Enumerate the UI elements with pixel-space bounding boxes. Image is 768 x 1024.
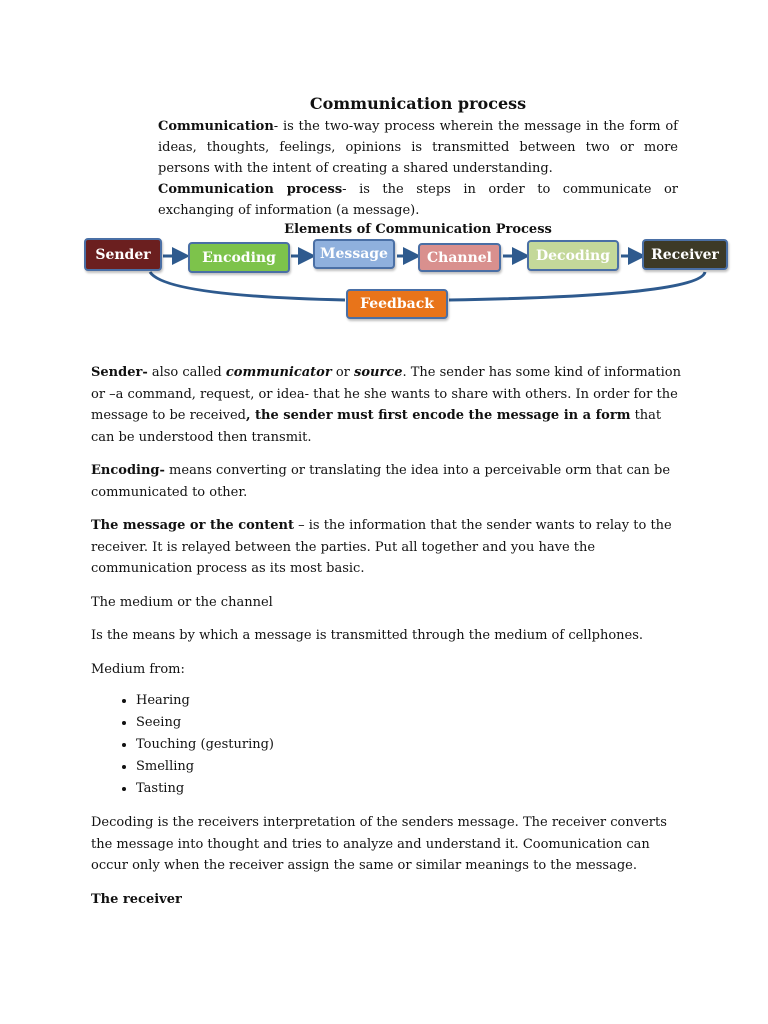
medium-paragraph: Is the means by which a message is transmitted through the medium of cellphones. (91, 628, 644, 643)
receiver-heading-text: The receiver (91, 891, 182, 907)
sender-emphasis-communicator: communicator (225, 365, 332, 380)
medium-from-label: Medium from: (91, 661, 185, 677)
list-item: • Smelling (136, 756, 681, 778)
message-term: The message or the content (91, 518, 294, 533)
communication-term: Communication (158, 119, 274, 134)
sender-text-3: . The sender has some kind of information or –a command, request, or idea- that he she wants to share with others. In order for the message to be received (91, 365, 681, 423)
decoding-paragraph: Decoding is the receivers interpretation of the senders message. The receiver converts the message into thought and tries to analyze and understand it. Coomunication can occur only when the receiver assign the same or similar meanings to the message. (91, 815, 667, 873)
sender-emphasis-source: source (354, 365, 403, 380)
encoding-text: means converting or translating the idea into a perceivable orm that can be communicated to other. (91, 463, 671, 500)
feedback-node: Feedback (346, 289, 448, 319)
list-item: • Tasting (136, 778, 681, 800)
sender-bold-phrase: , the sender must first encode the message in a form (246, 408, 631, 423)
decoding-node: Decoding (527, 240, 619, 271)
list-item: • Hearing (136, 690, 681, 712)
list-item: • Touching (gesturing) (136, 734, 681, 756)
sender-paragraph (91, 362, 681, 448)
page-title: Communication process (309, 94, 527, 113)
communication-process-term: Communication process (158, 182, 343, 197)
intro-section (158, 116, 678, 221)
communication-process-definition (158, 179, 678, 221)
encoding-node: Encoding (188, 242, 290, 273)
sender-text-4: that can be understood then transmit. (91, 408, 662, 445)
list-item: • Seeing (136, 712, 681, 734)
diagram-title: Elements of Communication Process (284, 222, 552, 237)
message-node: Message (313, 239, 395, 269)
body-text (91, 362, 681, 922)
medium-list (91, 690, 681, 800)
channel-node: Channel (418, 243, 501, 272)
communication-definition (158, 116, 678, 179)
sender-text-1: also called (147, 365, 226, 380)
receiver-heading (91, 889, 681, 911)
medium-heading: The medium or the channel (91, 594, 273, 610)
message-paragraph (91, 515, 681, 580)
encoding-paragraph (91, 460, 681, 503)
sender-node: Sender (84, 238, 162, 271)
communication-diagram (0, 230, 768, 330)
receiver-node: Receiver (642, 239, 728, 270)
sender-term: Sender- (91, 365, 148, 380)
sender-text-2: or (331, 365, 355, 380)
communication-process-text: - is the steps in order to communicate or exchanging of information (a message). (158, 182, 678, 218)
communication-text: - is the two-way process wherein the message in the form of ideas, thoughts, feelings, opinions is transmitted between two or more persons with the intent of creating a shared understanding. (158, 119, 678, 176)
encoding-term: Encoding- (91, 463, 165, 478)
message-text: – is the information that the sender wants to relay to the receiver. It is relayed between the parties. Put all together and you have the communication process as its most basic. (91, 518, 672, 576)
